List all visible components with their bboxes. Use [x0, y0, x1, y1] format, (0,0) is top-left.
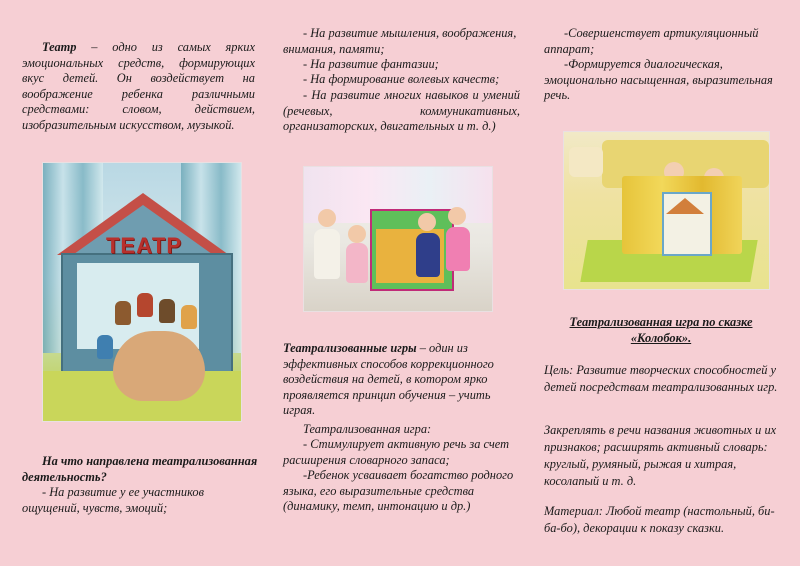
- col3-item-1: -Совершенствует артикуляционный аппарат;: [544, 26, 759, 56]
- col2-item-1: - На развитие мышления, воображения, внимания, памяти;: [283, 26, 517, 56]
- task-text: Закреплять в речи названия животных и их признаков; расширять активный словарь: круглый, румяный, рыжая и хитрая, косолапый и т. д.: [544, 423, 777, 488]
- puppet-show-photo: [563, 131, 770, 290]
- col2-item-4: - На развитие многих навыков и умений (речевых, коммуникативных, организаторских, двигательных и т. д.): [283, 88, 520, 134]
- theatre-house-photo: [42, 162, 242, 422]
- games-lead: Театрализованные игры: [283, 341, 417, 355]
- games-rest: – один из эффективных способов коррекционного воздействия на детей, в котором ярко проявляется принцип обучения – учить играя.: [283, 341, 494, 418]
- games-paragraph: [283, 341, 520, 419]
- col3-item-2: -Формируется диалогическая, эмоционально насыщенная, выразительная речь.: [544, 57, 773, 103]
- game-item-1: - Стимулирует активную речь за счет расширения словарного запаса;: [283, 437, 510, 467]
- intro-paragraph: [22, 40, 255, 134]
- goal-text: Цель: Развитие творческих способностей у детей посредствам театрализованных игр.: [544, 363, 778, 394]
- col2-item-2: - На развитие фантазии;: [303, 57, 439, 71]
- material-text: Материал: Любой театр (настольный, би-ба-бо), декорации к показу сказки.: [544, 504, 775, 535]
- games-sub: Театрализованная игра:: [303, 422, 432, 436]
- col2-item-3: - На формирование волевых качеств;: [303, 72, 500, 86]
- theatre-sign: ТЕАТР: [105, 233, 183, 258]
- fairytale-heading: Театрализованная игра по сказке «Колобок».: [569, 315, 753, 345]
- col1-item-1: - На развитие у ее участников ощущений, чувств, эмоций;: [22, 485, 204, 515]
- intro-rest: – одно из самых ярких эмоциональных средств, формирующих вкус детей. Он воздействует на воображение ребенка различными средствами: словом, действием, изобразительным искусством, музыкой.: [22, 40, 255, 132]
- intro-lead: Театр: [42, 40, 77, 54]
- question-heading: На что направлена театрализованная деятельность?: [22, 454, 258, 484]
- children-photo: [303, 166, 493, 312]
- game-item-2: -Ребенок усваивает богатство родного языка, его выразительные средства (динамику, темп, интонацию и др.): [283, 468, 514, 514]
